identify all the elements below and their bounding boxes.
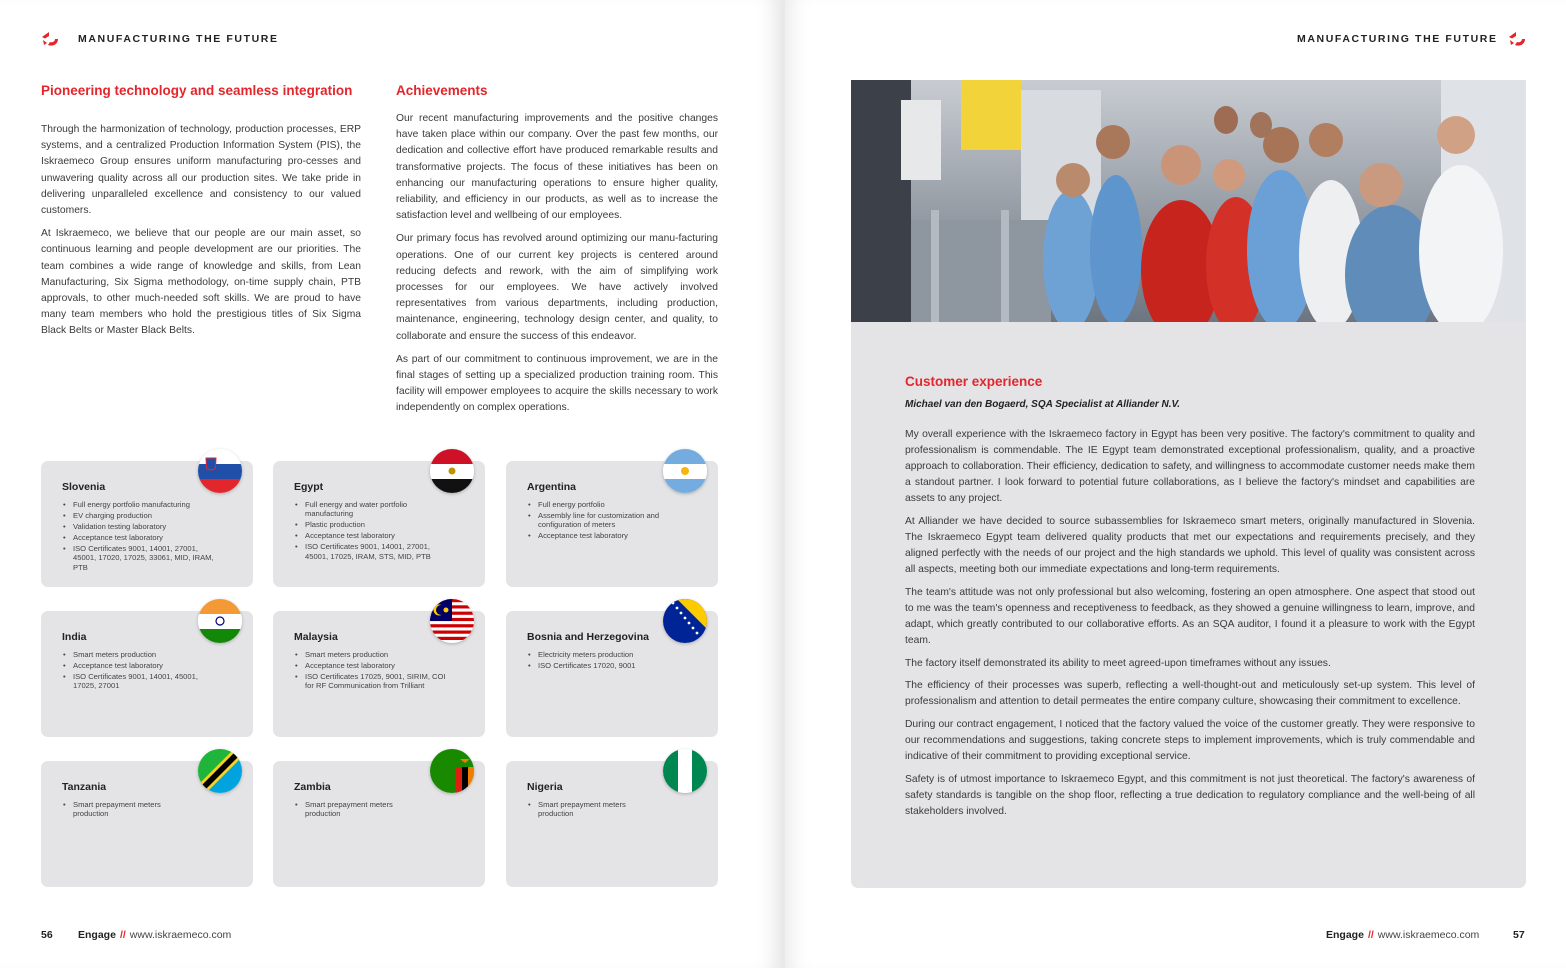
footer-credit	[78, 929, 231, 941]
list-item: • EV charging production	[63, 511, 223, 520]
paragraph: As part of our commitment to continuous improvement, we are in the final stages of setting up a specialized production training room. This facility will empower employees to acquire the skills necessary to work independently on complex operations.	[396, 353, 718, 414]
location-card-slovenia	[41, 461, 253, 587]
list-item: • Acceptance test laboratory	[295, 531, 455, 540]
paragraph: The team's attitude was not only professional but also welcoming, fostering an open atmosphere. One aspect that stood out to me was the team's openness and receptiveness to feedback, as they showed a genuine willingness to learn, improve, and adapt, which greatly contributed to our collaborative efforts. As an SQA auditor, I found it a pleasure to work with the Egypt team.	[905, 586, 1475, 647]
location-card-bosnia	[506, 611, 718, 737]
running-header: MANUFACTURING THE FUTURE	[1297, 33, 1498, 45]
section-heading: Pioneering technology and seamless integration	[41, 83, 353, 98]
location-card-nigeria	[506, 761, 718, 887]
capability-list	[63, 800, 163, 820]
section-heading: Customer experience	[905, 374, 1043, 389]
capability-list	[63, 650, 223, 692]
list-item: • Validation testing laboratory	[63, 522, 223, 531]
capability-list	[295, 650, 455, 692]
country-name: Nigeria	[527, 781, 563, 793]
testimonial-attribution: Michael van den Bogaerd, SQA Specialist at Alliander N.V.	[905, 399, 1181, 410]
list-item: • Acceptance test laboratory	[528, 531, 688, 540]
list-item: • ISO Certificates 9001, 14001, 27001, 45001, 17020, 17025, 33061, MID, IRAM, PTB	[63, 544, 223, 572]
list-item: • Smart meters production	[295, 650, 455, 659]
paragraph: The factory itself demonstrated its ability to meet agreed-upon timeframes without any issues.	[905, 657, 1331, 669]
list-item: • Smart meters production	[63, 650, 223, 659]
nigeria-flag-icon	[663, 749, 707, 793]
paragraph: Safety is of utmost importance to Iskraemeco Egypt, and this commitment is not just theoretical. The factory's awareness of safety standards is tangible on the shop floor, reflecting a true dedication to regulatory compliance and the well-being of all stakeholders involved.	[905, 773, 1475, 817]
page-number: 57	[1513, 929, 1525, 941]
website-link[interactable]: www.iskraemeco.com	[129, 929, 232, 941]
capability-list	[528, 500, 688, 542]
footer-separator: //	[1367, 929, 1374, 941]
egypt-flag-icon	[430, 449, 474, 493]
location-card-zambia	[273, 761, 485, 887]
pioneering-section	[41, 82, 361, 347]
capability-list	[295, 800, 395, 820]
location-card-egypt	[273, 461, 485, 587]
page-number: 56	[41, 929, 53, 941]
country-name: Malaysia	[294, 631, 338, 643]
capability-list	[63, 500, 223, 574]
argentina-flag-icon	[663, 449, 707, 493]
list-item: • Full energy portfolio manufacturing	[63, 500, 223, 509]
bosnia-flag-icon	[663, 599, 707, 643]
india-flag-icon	[198, 599, 242, 643]
list-item: • Electricity meters production	[528, 650, 688, 659]
list-item: • Full energy and water portfolio manufacturing	[295, 500, 455, 519]
list-item: • ISO Certificates 9001, 14001, 27001, 45001, 17025, IRAM, STS, MID, PTB	[295, 542, 455, 561]
country-name: Bosnia and Herzegovina	[527, 631, 649, 643]
list-item: • Acceptance test laboratory	[63, 533, 223, 542]
website-link[interactable]: www.iskraemeco.com	[1377, 929, 1480, 941]
list-item: • Assembly line for customization and configuration of meters	[528, 511, 688, 530]
country-name: Slovenia	[62, 481, 106, 493]
capability-list	[528, 800, 628, 820]
capability-list	[528, 650, 688, 672]
location-card-tanzania	[41, 761, 253, 887]
list-item: • ISO Certificates 9001, 14001, 45001, 17025, 27001	[63, 672, 223, 691]
list-item: • Plastic production	[295, 520, 455, 529]
paragraph: My overall experience with the Iskraemeco factory in Egypt has been very positive. The factory's commitment to quality and professionalism is commendable. The IE Egypt team demonstrated exceptional professionalism, quality, and a proactive approach to collaboration. Their efficiency, dedication to safety, and willingness to accommodate customer needs make them a standout partner. I look forward to potential future collaborations, as I believe the factory's mindset and capabilities are assets to any project.	[905, 429, 1475, 505]
tanzania-flag-icon	[198, 749, 242, 793]
list-item: • Acceptance test laboratory	[63, 661, 223, 670]
paragraph: At Alliander we have decided to source subassemblies for Iskraemeco smart meters, originally manufactured in Slovenia. The Iskraemeco Egypt team delivered quality products that met our expectations and requirements precisely, and they aligned perfectly with the needs of our project and the high standards we uphold. This level of quality was consistent across all aspects, meeting both our immediate expectations and long-term requirements.	[905, 515, 1475, 576]
list-item: • Acceptance test laboratory	[295, 661, 455, 670]
right-page	[785, 0, 1566, 968]
zambia-flag-icon	[430, 749, 474, 793]
country-name: Tanzania	[62, 781, 107, 793]
capability-list	[295, 500, 455, 563]
running-header: MANUFACTURING THE FUTURE	[78, 33, 279, 45]
malaysia-flag-icon	[430, 599, 474, 643]
list-item: • Smart prepayment meters production	[528, 800, 628, 819]
magazine-name: Engage	[1326, 929, 1364, 941]
testimonial-body	[905, 427, 1475, 827]
testimonial-panel	[851, 322, 1526, 888]
achievements-section	[396, 82, 718, 424]
slovenia-flag-icon	[198, 449, 242, 493]
location-card-malaysia	[273, 611, 485, 737]
paragraph: Our recent manufacturing improvements and the positive changes have taken place within our company. Over the past few months, our dedication and collective effort have produced remarkable results and transformative projects. The focus of these initiatives has been on enhancing our manufacturing operations to ensure higher quality, reliability, and efficiency in our products, as well as to increase the satisfaction level and wellbeing of our employees.	[396, 113, 718, 222]
location-card-india	[41, 611, 253, 737]
paragraph: During our contract engagement, I noticed that the factory valued the voice of the customer greatly. They were responsive to our recommendations and suggestions, taking concrete steps to implement improvements, which is truly commendable and indicative of their commitment to providing exceptional service.	[905, 719, 1475, 763]
paragraph: The efficiency of their processes was superb, reflecting a well-thought-out and meticulously set-up system. This level of professionalism and attention to detail permeates the entire company culture, showcasing their commitment to excellence.	[905, 680, 1475, 708]
paragraph: At Iskraemeco, we believe that our people are our main asset, so continuous learning and people development are our priorities. The team combines a wide range of knowledge and skills, from Lean Manufacturing, Six Sigma methodology, on-time supply chain, PTB approvals, to other much-needed soft skills. We are proud to have many team members who hold the prestigious titles of Six Sigma Black Belts or Master Black Belts.	[41, 228, 361, 337]
location-card-argentina	[506, 461, 718, 587]
footer-credit	[1326, 929, 1479, 941]
magazine-name: Engage	[78, 929, 116, 941]
list-item: • Full energy portfolio	[528, 500, 688, 509]
country-name: Argentina	[527, 481, 577, 493]
list-item: • ISO Certificates 17020, 9001	[528, 661, 688, 670]
footer-separator: //	[119, 929, 126, 941]
paragraph: Through the harmonization of technology, production processes, ERP systems, and a centralized Production Information System (PIS), the Iskraemeco Group ensures uniform manufacturing pro-cesses and unwavering quality across all our production sites. We take pride in delivering unparalleled excellence and consistency to our valued customers.	[41, 124, 361, 217]
country-name: India	[62, 631, 87, 643]
iskraemeco-logo-icon	[1507, 30, 1527, 48]
list-item: • Smart prepayment meters production	[63, 800, 163, 819]
left-page	[0, 0, 781, 968]
list-item: • ISO Certificates 17025, 9001, SIRIM, COI for RF Communication from Trilliant	[295, 672, 455, 691]
country-name: Zambia	[294, 781, 331, 793]
factory-team-photo	[851, 80, 1526, 322]
iskraemeco-logo-icon	[40, 30, 60, 48]
paragraph: Our primary focus has revolved around optimizing our manu-facturing operations. One of our current key projects is centered around reducing defects and rework, with the aim of simplifying work processes for our employees. We have actively involved representatives from various departments, including production, maintenance, engineering, technology design center, and quality, to collaborate and ensure the success of this endeavor.	[396, 233, 718, 342]
section-heading: Achievements	[396, 83, 488, 98]
country-name: Egypt	[294, 481, 324, 493]
list-item: • Smart prepayment meters production	[295, 800, 395, 819]
